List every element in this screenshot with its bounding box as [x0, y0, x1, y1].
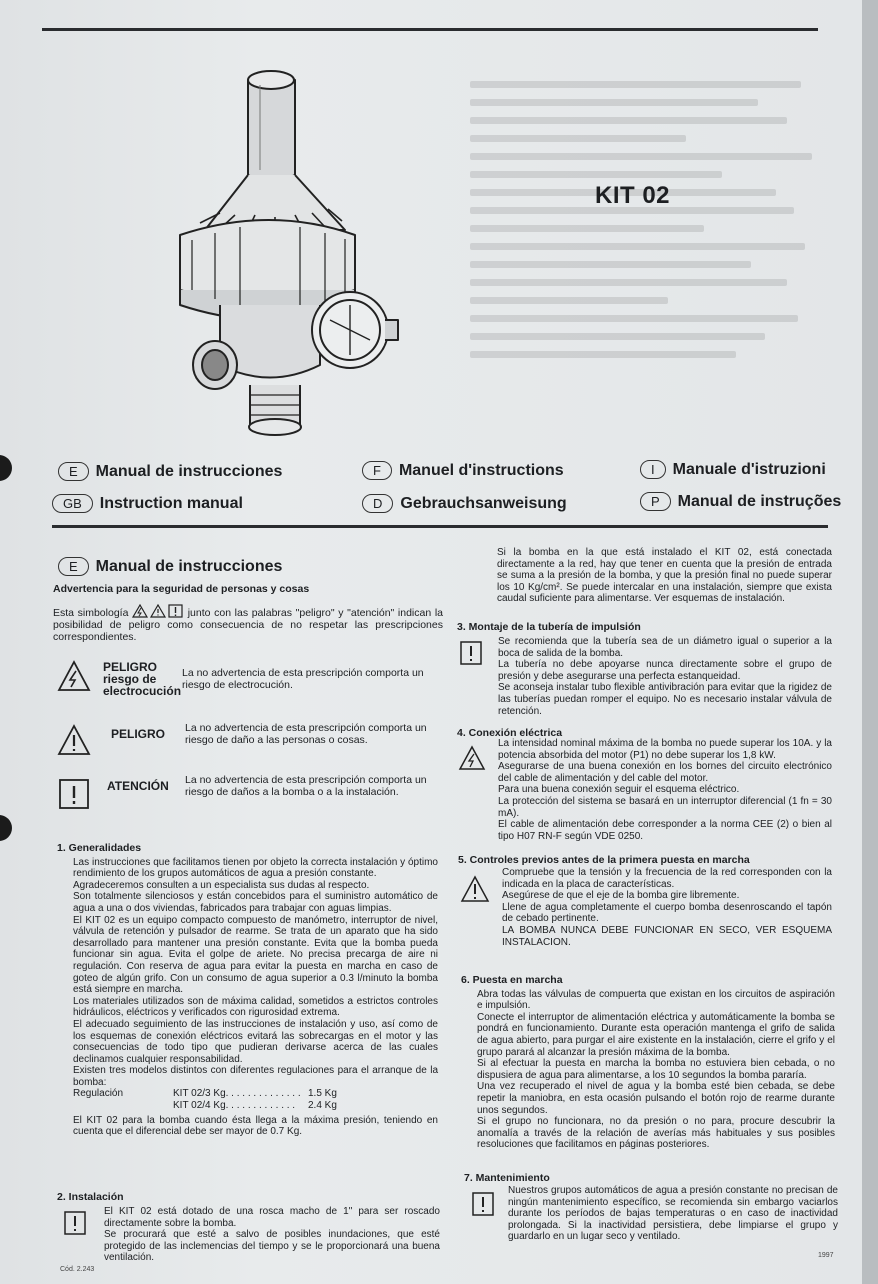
section-header: E Manual de instrucciones	[58, 557, 282, 576]
section-conexion: 4. Conexión eléctrica	[457, 727, 563, 739]
regulation-row: Regulación KIT 02/3 Kg. . . . . . . . . . . . . . 1.5 Kg	[73, 1088, 337, 1100]
exclamation-box-icon	[64, 1211, 86, 1235]
kit-title: KIT 02	[595, 182, 671, 209]
exclamation-box-icon	[472, 1192, 494, 1216]
section-mantenimiento: 7. Mantenimiento	[464, 1172, 550, 1184]
section-controles: 5. Controles previos antes de la primera puesta en marcha	[458, 854, 750, 866]
top-rule	[42, 28, 818, 31]
page-edge	[862, 0, 878, 1284]
language-french: F Manuel d'instructions	[362, 461, 564, 480]
exclamation-box-icon	[58, 778, 90, 810]
instalacion-text: El KIT 02 está dotado de una rosca macho de 1" para ser roscado directamente sobre la bomba. Se procurará que esté a salvo de posibles inundaciones, que esté protegido de las inclemencias del tiempo y se le proporcionará una buena ventilación.	[104, 1206, 440, 1264]
warning-text-danger: La no advertencia de esta prescripción comporta un riesgo de daño a las personas o cosas.	[185, 722, 427, 746]
warning-label-danger: PELIGRO	[111, 727, 166, 741]
section-rule	[52, 525, 828, 528]
warning-text-electrocution: La no advertencia de esta prescripción comporta un riesgo de electrocución.	[182, 667, 424, 691]
section-puesta: 6. Puesta en marcha Abra todas las válvulas de compuerta que existan en los circuitos de aspiración e impulsión. Conecte el interruptor de alimentación eléctrica y automáticamente la bomba se pondrá en funcionamiento. Durante esta operación mantenga el grifo de salida de agua abierto, para purgar el aire existente en la instalación, cierre el grifo y el grupo parará al alcanzar la presión máxima de la bomba. Si al efectuar la puesta en marcha la bomba no estuviera bien cebada, o no dispusiera de agua para alimentarse, a los 10 segundos la bomba pararía. Una vez recuperado el nivel de agua y la bomba esté bien cebada, se debe repetir la maniobra, en esta ocasión pulsando el botón rojo de rearme durante unos segundos. Si el grupo no funcionara, no da presión o no para, procure descubrir la anomalía a través de la relación de averías más habituales y sus posibles resoluciones que facilitamos en páginas posteriores.	[461, 974, 835, 1151]
warning-label-electrocution: PELIGRO riesgo de electrocución	[103, 660, 182, 698]
safety-intro: Esta simbología junto con las palabras "peligro" y "atención" indican la posibilidad de peligro como consecuencia de no respetar las prescripciones correspondientes.	[53, 604, 443, 643]
language-portuguese: P Manual de instruções	[640, 492, 841, 511]
section-generalidades: 1. Generalidades Las instrucciones que facilitamos tienen por objeto la correcta instalación y óptimo rendimiento de los grupos automáticos de agua a presión constante. Agradeceremos consulten a un especialista sus dudas al respecto. Son totalmente silenciosos y están concebidos para el suministro automático de agua a una o dos viviendas, fabricados para trabajar con aguas limpias. El KIT 02 es un equipo compacto compuesto de manómetro, interruptor de nivel, válvula de retención y pulsador de rearme. Se trata de un aparato que ha sido desarrollado para mantener una presión constante. Evita que la bomba pueda funcionar sin agua. Evita el golpe de ariete. No precisa precarga de aire ni regulación. Con reserva de agua para evitar la puesta en marcha en caso de goteo de algún grifo. Con un consumo de agua superior a 0.3 l/minuto la bomba está siempre en marcha. Los materiales utilizados son de máxima calidad, sometidos a estrictos controles hidráulicos, eléctricos y verificados con rigurosidad extrema. El adecuado seguimiento de las instrucciones de instalación y uso, así como de los esquemas de conexión eléctricos evitará las sobrecargas en el motor y las consecuencias de todo tipo que pudieran derivarse acerca de las cuales declinamos cualquier responsabilidad. Existen tres modelos distintos con diferentes regulaciones para el arranque de la bomba: Regulación KIT 02/3 Kg. . . . . . . . . . . . . . 1.5 Kg KIT 02/4 Kg. . . . . . . . . . . . . 2.4 Kg El KIT 02 para la bomba cuando ésta llega a la máxima presión, teniendo en cuenta que el diferencial debe ser mayor de 0.7 Kg.	[57, 842, 438, 1138]
language-german: D Gebrauchsanweisung	[362, 494, 567, 513]
section-montaje: 3. Montaje de la tubería de impulsión	[457, 621, 641, 633]
electric-hazard-icon	[57, 660, 91, 692]
electric-hazard-icon	[458, 745, 486, 771]
language-italian: I Manuale d'istruzioni	[640, 460, 826, 479]
controles-text: Compruebe que la tensión y la frecuencia de la red corresponden con la indicada en la placa de características. Asegúrese de que el eje de la bomba gire libremente. Llene de agua completamente el cuerpo bomba desenroscando el tapón de cebado pertinente. LA BOMBA NUNCA DEBE FUNCIONAR EN SECO, VER ESQUEMA INSTALACION.	[502, 867, 832, 948]
mantenimiento-text: Nuestros grupos automáticos de agua a presión constante no precisan de ningún mantenimiento específico, se recomienda sin embargo vaciarlos durante los períodos de bajas temperaturas o en caso de inactividad prolongada. Si la inactividad persistiera, debe limpiarse el grupo y guardarlo en un lugar seco y ventilado.	[508, 1185, 838, 1243]
warning-triangle-icon	[460, 875, 490, 903]
section-instalacion: 2. Instalación	[57, 1191, 124, 1203]
language-english: GB Instruction manual	[52, 494, 243, 513]
safety-section	[53, 584, 443, 643]
document-code: Cód. 2.243	[60, 1266, 95, 1273]
conexion-text: La intensidad nominal máxima de la bomba no puede superar los 10A. y la potencia absorbida del motor (P1) no debe superar los 1,8 kW. Asegurarse de una buena conexión en los bornes del circuito electrónico del cable de alimentación y del cable del motor. Para una buena conexión seguir el esquema eléctrico. La protección del sistema se basará en un interruptor diferencial (1 fn = 30 mA). El cable de alimentación debe corresponder a la norma CEE (2) o bien al tipo H07 RN-F según VDE 0250.	[498, 738, 832, 842]
language-spanish: E Manual de instrucciones	[58, 462, 282, 481]
warning-text-attention: La no advertencia de esta prescripción comporta un riesgo de daños a la bomba o a la instalación.	[185, 774, 427, 798]
right-intro: Si la bomba en la que está instalado el KIT 02, está conectada directamente a la red, hay que tener en cuenta que la presión de entrada se suma a la presión de la bomba, y que la presión final no puede superar los 10 Kg/cm². Se puede intercalar en una instalación, siempre que exista caudal suficiente para alimentarse. Ver esquemas de instalación.	[497, 547, 832, 605]
hazard-symbols-icon	[132, 604, 184, 618]
warning-label-attention: ATENCIÓN	[107, 779, 169, 793]
safety-title: Advertencia para la seguridad de personas y cosas	[53, 583, 310, 595]
exclamation-box-icon	[460, 641, 482, 665]
regulation-row: KIT 02/4 Kg. . . . . . . . . . . . . 2.4 Kg	[173, 1100, 337, 1112]
show-through-text	[470, 70, 830, 390]
warning-triangle-icon	[57, 724, 91, 756]
pressure-kit-illustration-icon	[160, 55, 420, 450]
document-year: 1997	[818, 1252, 834, 1259]
montaje-text: Se recomienda que la tubería sea de un diámetro igual o superior a la boca de salida de la bomba. La tubería no debe apoyarse nunca directamente sobre el grupo de presión y debe asegurarse una perfecta estanqueidad. Se aconseja instalar tubo flexible antivibración para evitar que la rigidez de las tuberías puedan romper el equipo. No es necesario instalar válvula de retención.	[498, 636, 832, 717]
